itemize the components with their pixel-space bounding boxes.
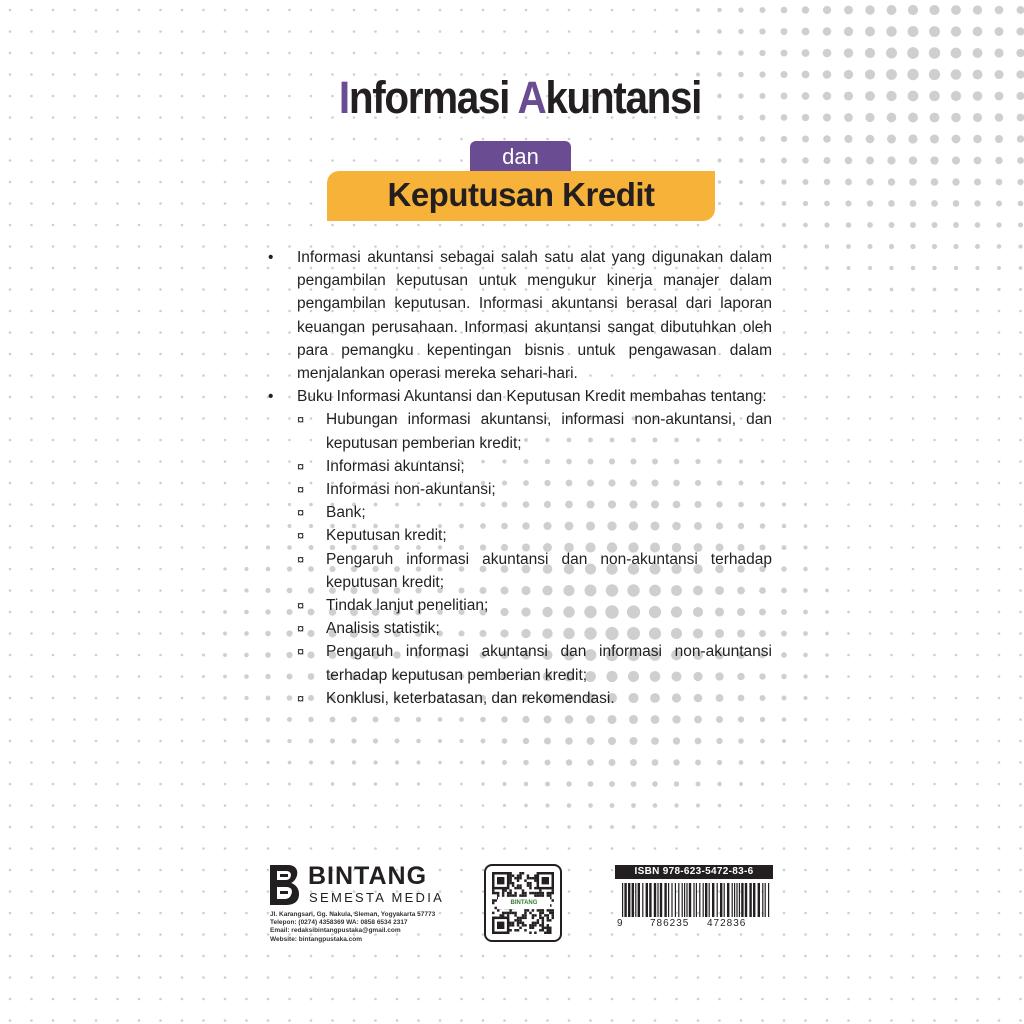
publisher-email: Email: redaksibintangpustaka@gmail.com: [270, 927, 401, 935]
topic-text: Pengaruh informasi akuntansi dan non-akuntansi terhadap keputusan kredit;: [326, 550, 772, 591]
barcode-digits-right: 472836: [707, 918, 747, 929]
topic-list-item: [268, 455, 772, 478]
topic-text: Hubungan informasi akuntansi, informasi non-akuntansi, dan keputusan pemberian kredit;: [326, 411, 772, 452]
qr-badge-label: BINTANG: [498, 897, 550, 909]
topic-text: Analisis statistik;: [326, 620, 440, 638]
topic-list-item: [268, 594, 772, 617]
list-marker: ¤: [297, 551, 305, 567]
topic-list: [268, 408, 772, 710]
topic-list-item: [268, 640, 772, 686]
bullet-paragraph-2: • Buku Informasi Akuntansi dan Keputusan Kredit membahas tentang:: [268, 385, 772, 408]
list-marker: ¤: [297, 482, 305, 498]
list-marker: ¤: [297, 412, 305, 428]
list-marker: ¤: [297, 598, 305, 614]
publisher-subname: SEMESTA MEDIA: [309, 890, 445, 905]
topic-text: Tindak lanjut penelitian;: [326, 597, 489, 615]
topic-list-item: [268, 548, 772, 594]
publisher-name: BINTANG: [308, 862, 428, 890]
topic-list-item: [268, 478, 772, 501]
topic-text: Informasi non-akuntansi;: [326, 481, 496, 499]
topic-list-item: [268, 687, 772, 710]
topic-text: Pengaruh informasi akuntansi dan informasi non-akuntansi terhadap keputusan pemberian kredit;: [326, 643, 772, 684]
title-rest-2: kuntansi: [545, 72, 702, 123]
list-marker: ¤: [297, 505, 305, 521]
topic-list-item: [268, 524, 772, 547]
publisher-website: Website: bintangpustaka.com: [270, 935, 362, 943]
list-marker: ¤: [297, 690, 305, 706]
synopsis: [268, 246, 772, 710]
list-marker: ¤: [297, 528, 305, 544]
bullet-paragraph-1: • Informasi akuntansi sebagai salah satu alat yang digunakan dalam pengambilan keputusan untuk mengukur kinerja manajer dalam pengambilan keputusan. Informasi akuntansi berasal dari laporan keuangan perusahaan. Informasi akuntansi sangat dibutuhkan oleh para pemangku kepentingan bisnis untuk pengawasan dalam menjalankan operasi mereka sehari-hari.: [268, 246, 772, 385]
topic-text: Informasi akuntansi;: [326, 457, 465, 475]
list-marker: ¤: [297, 458, 305, 474]
publisher-contact: [270, 911, 455, 944]
barcode-digit-first: 9: [617, 918, 623, 929]
title-initial-i: I: [338, 72, 349, 123]
topic-text: Keputusan kredit;: [326, 527, 447, 545]
title-initial-a: A: [517, 72, 546, 123]
barcode-digits-left: 786235: [650, 918, 690, 929]
book-title: [322, 72, 718, 124]
topic-text: Bank;: [326, 504, 366, 522]
topic-list-item: [268, 408, 772, 454]
isbn-label: ISBN 978-623-5472-83-6: [615, 865, 773, 879]
list-marker: ¤: [297, 644, 305, 660]
subtitle-keputusan-kredit: Keputusan Kredit: [327, 171, 715, 221]
publisher-address: Jl. Karangsari, Gg. Nakula, Sleman, Yogyakarta 57773: [270, 911, 436, 918]
topic-text: Konklusi, keterbatasan, dan rekomendasi.: [326, 689, 615, 707]
subtitle-dan-tab: dan: [470, 141, 571, 173]
qr-code-icon: [484, 864, 562, 942]
topic-list-item: [268, 617, 772, 640]
list-marker: ¤: [297, 621, 305, 637]
title-rest-1: nformasi: [348, 72, 518, 123]
topic-list-item: [268, 501, 772, 524]
b-logo-icon: [268, 863, 302, 907]
publisher-phone: Telepon: (0274) 4358369 WA: 0858 6534 2317: [270, 919, 408, 927]
barcode-icon: [622, 883, 772, 919]
